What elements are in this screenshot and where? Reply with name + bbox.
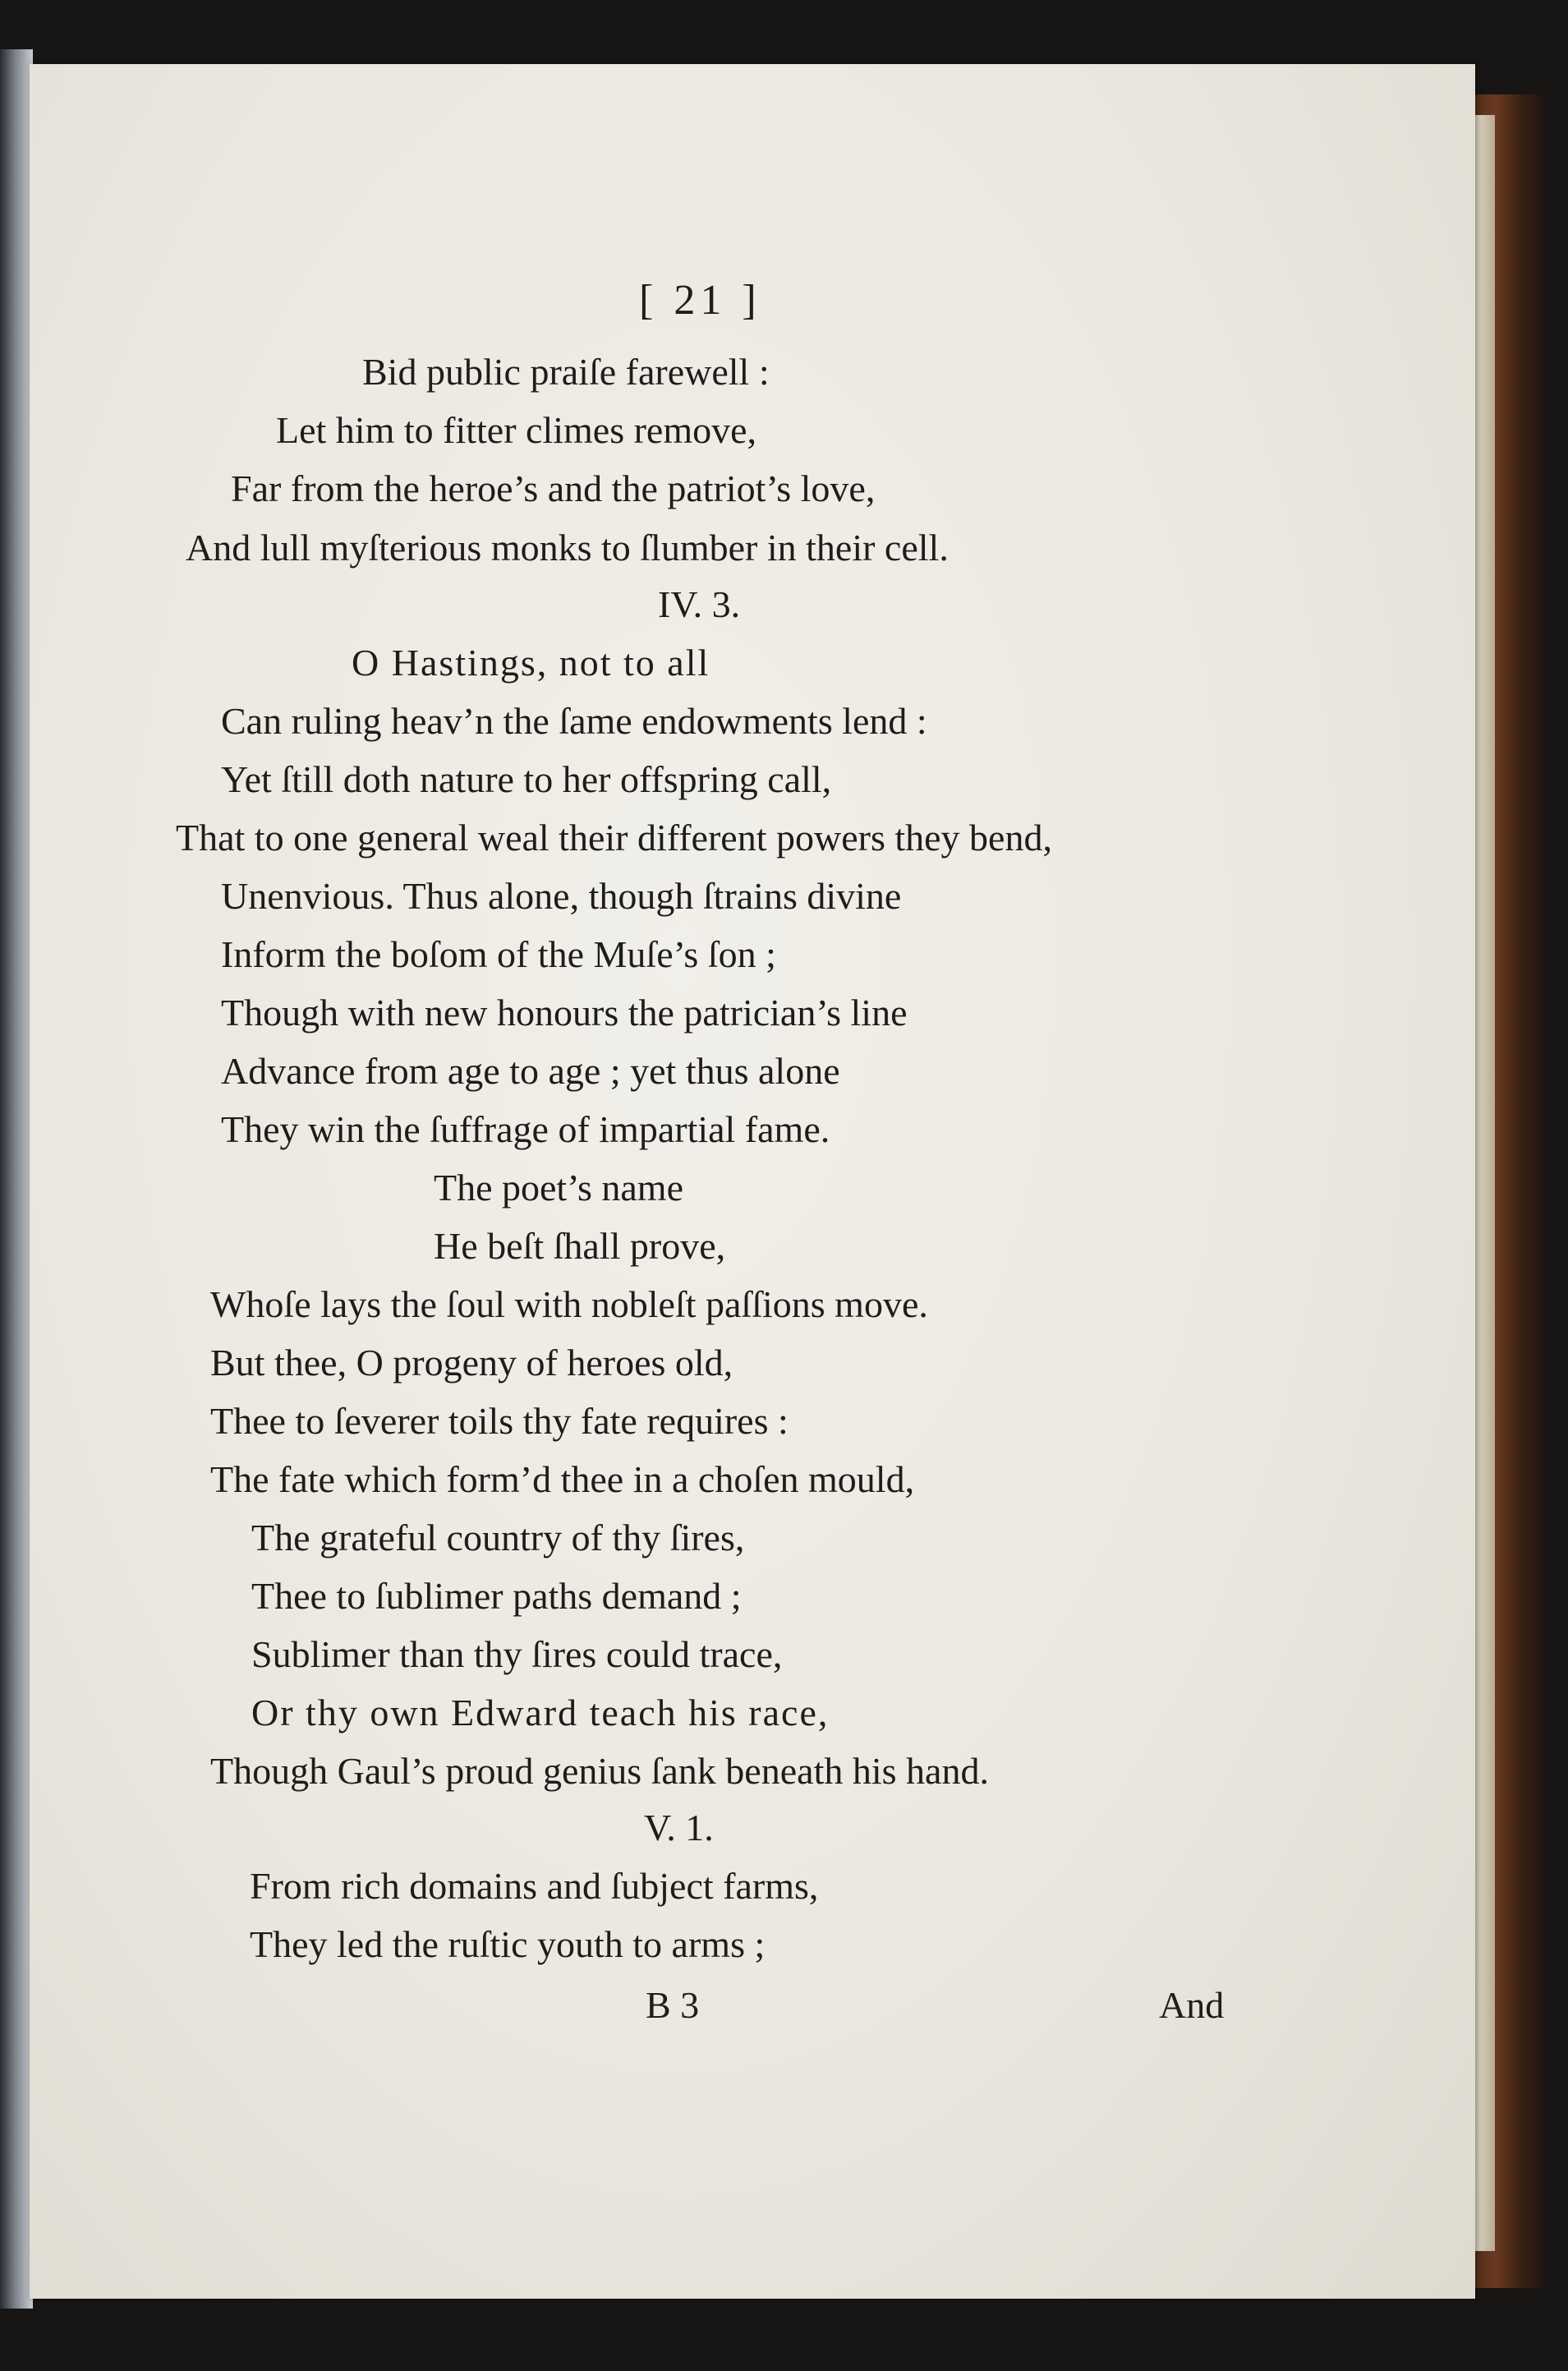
poem-line: He beſt ſhall prove,: [434, 1225, 726, 1267]
poem-line: From rich domains and ſubject farms,: [250, 1865, 819, 1907]
stanza-heading: IV. 3.: [658, 583, 741, 625]
page-number-header: [ 21 ]: [639, 277, 761, 324]
poem-line: Or thy own Edward teach his race,: [251, 1692, 830, 1733]
stanza-heading: V. 1.: [644, 1807, 714, 1848]
poem-line: Advance from age to age ; yet thus alone: [221, 1050, 840, 1092]
poem-line: Bid public praiſe farewell :: [362, 351, 770, 393]
poem-line: Thee to ſublimer paths demand ;: [251, 1575, 742, 1617]
poem-line: Though with new honours the patrician’s line: [221, 992, 908, 1034]
poem-line: Inform the boſom of the Muſe’s ſon ;: [221, 933, 776, 975]
poem-line: Thee to ſeverer toils thy fate requires :: [210, 1400, 789, 1442]
poem-line: The fate which form’d thee in a choſen mould,: [210, 1458, 915, 1500]
poem-line: Unenvious. Thus alone, though ſtrains divine: [221, 875, 902, 917]
poem-line: Though Gaul’s proud genius ſank beneath his hand.: [210, 1750, 989, 1792]
signature-mark: B 3: [646, 1984, 700, 2026]
poem-line: Whoſe lays the ſoul with nobleſt paſſions move.: [210, 1283, 928, 1325]
poem-line: And lull myſterious monks to ſlumber in their cell.: [186, 527, 949, 569]
poem-line: Yet ſtill doth nature to her offspring call,: [221, 758, 832, 800]
poem-line: Can ruling heav’n the ſame endowments lend :: [221, 700, 927, 742]
poem-line: Sublimer than thy ſires could trace,: [251, 1633, 783, 1675]
poem-line: The poet’s name: [434, 1167, 684, 1209]
poem-line: Let him to fitter climes remove,: [276, 409, 757, 451]
poem-line: But thee, O progeny of heroes old,: [210, 1342, 733, 1383]
poem-line: That to one general weal their different powers they bend,: [176, 817, 1052, 859]
book-page: [30, 64, 1475, 2299]
catchword: And: [1159, 1984, 1225, 2026]
poem-line: They led the ruſtic youth to arms ;: [250, 1923, 766, 1965]
poem-line: O Hastings, not to all: [352, 642, 710, 684]
poem-line: They win the ſuffrage of impartial fame.: [221, 1108, 830, 1150]
poem-line: Far from the heroe’s and the patriot’s love,: [231, 467, 876, 509]
poem-line: The grateful country of thy ſires,: [251, 1517, 745, 1558]
adjacent-page-edge: [0, 49, 33, 2309]
